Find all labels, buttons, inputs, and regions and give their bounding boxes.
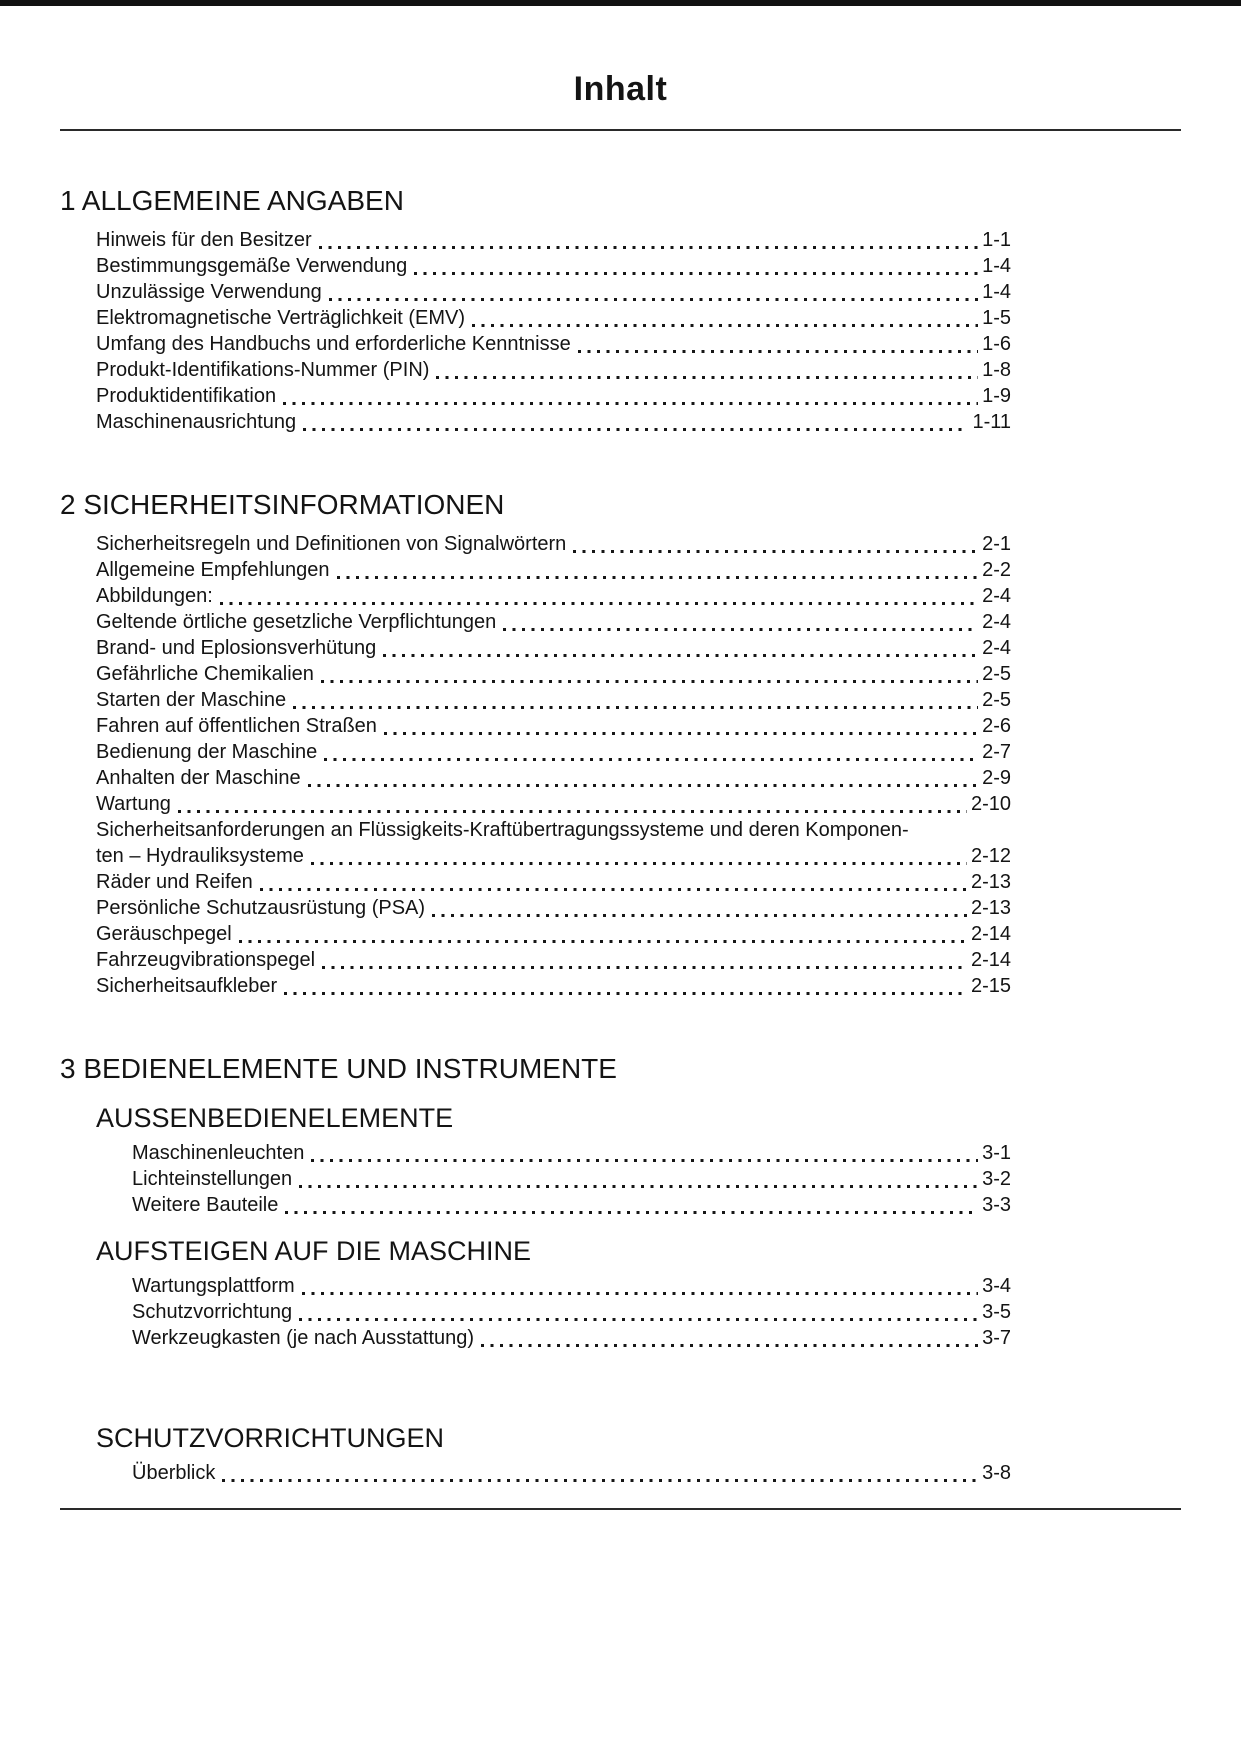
dot-leader [311, 1159, 978, 1162]
toc-entry-row [132, 1299, 1011, 1325]
toc-entry [96, 895, 1011, 921]
page-number: 2-10 [970, 793, 1011, 815]
page-number: 3-5 [982, 1301, 1011, 1323]
toc-entry-row [96, 331, 1011, 357]
toc-entry [96, 661, 1011, 687]
toc-entry-row [96, 383, 1011, 409]
toc-entry [96, 331, 1011, 357]
page-number: 2-14 [970, 923, 1011, 945]
dot-leader [220, 602, 978, 605]
toc-entry-label: Fahren auf öffentlichen Straßen [96, 715, 377, 737]
toc-entry-row [96, 973, 1011, 999]
dot-leader [311, 862, 967, 865]
toc-entry [96, 583, 1011, 609]
dot-leader [285, 1211, 978, 1214]
toc-entry-row [96, 227, 1011, 253]
dot-leader [260, 888, 967, 891]
toc-entry-label: Unzulässige Verwendung [96, 281, 322, 303]
toc-entry [132, 1140, 1011, 1166]
toc-entry-row [132, 1460, 1011, 1486]
toc-entry-row [96, 531, 1011, 557]
dot-leader [324, 758, 978, 761]
toc-entry [132, 1192, 1011, 1218]
toc-entry-row [96, 895, 1011, 921]
toc-entry-row [96, 739, 1011, 765]
toc-entry [96, 609, 1011, 635]
toc-entry [132, 1460, 1011, 1486]
dot-leader [283, 402, 978, 405]
header-rule [60, 129, 1181, 131]
page-number: 2-4 [982, 637, 1011, 659]
toc-entry-label: Lichteinstellungen [132, 1168, 293, 1190]
toc-entry-row [96, 765, 1011, 791]
section-heading: 2 SICHERHEITSINFORMATIONEN [60, 489, 505, 520]
toc-entry [96, 557, 1011, 583]
toc-entry-label: Weitere Bauteile [132, 1194, 279, 1216]
subsection-heading: AUSSENBEDIENELEMENTE [96, 1103, 454, 1133]
toc-entry-row [96, 279, 1011, 305]
page-number: 1-4 [982, 281, 1011, 303]
toc-entry-label: Produktidentifikation [96, 385, 277, 407]
toc-entry-label: Sicherheitsaufkleber [96, 975, 278, 997]
toc-entry-label: Anhalten der Maschine [96, 767, 301, 789]
toc-entry-row [132, 1192, 1011, 1218]
toc-entry-row [96, 843, 1011, 869]
dot-leader [299, 1185, 978, 1188]
toc-entry [96, 227, 1011, 253]
toc-entry-label: Gefährliche Chemikalien [96, 663, 314, 685]
toc-entry [96, 817, 1011, 869]
page-number: 3-3 [982, 1194, 1011, 1216]
toc-entry [96, 687, 1011, 713]
page-number: 2-15 [970, 975, 1011, 997]
toc-entry-label: Maschinenleuchten [132, 1142, 305, 1164]
dot-leader [384, 732, 978, 735]
toc-entry-label: Umfang des Handbuchs und erforderliche Kenntnisse [96, 333, 571, 355]
toc-entry-row [96, 713, 1011, 739]
page-title: Inhalt [573, 70, 668, 108]
dot-leader [299, 1318, 978, 1321]
toc-section [60, 489, 1011, 999]
toc-entry-row [96, 687, 1011, 713]
toc-entry-label: Abbildungen: [96, 585, 213, 607]
page-number: 3-7 [982, 1327, 1011, 1349]
page-number: 2-13 [970, 871, 1011, 893]
dot-leader [222, 1479, 978, 1482]
dot-leader [432, 914, 967, 917]
toc-entry-label: Wartung [96, 793, 171, 815]
toc-entry [96, 383, 1011, 409]
toc-entry-row [96, 869, 1011, 895]
page-number: 1-5 [982, 307, 1011, 329]
page-number: 2-9 [982, 767, 1011, 789]
dot-leader [337, 576, 979, 579]
toc-entry-row [96, 357, 1011, 383]
page-number: 3-2 [982, 1168, 1011, 1190]
page-number: 1-11 [972, 411, 1011, 433]
dot-leader [319, 246, 978, 249]
dot-leader [293, 706, 978, 709]
section-heading: 1 ALLGEMEINE ANGABEN [60, 185, 404, 216]
toc-entry-label: Allgemeine Empfehlungen [96, 559, 330, 581]
toc-entry-label: Starten der Maschine [96, 689, 287, 711]
dot-leader [308, 784, 979, 787]
toc-entry-row [96, 557, 1011, 583]
toc-entry-label: Bestimmungsgemäße Verwendung [96, 255, 408, 277]
toc-entry-label: Fahrzeugvibrationspegel [96, 949, 316, 971]
page-number: 1-4 [982, 255, 1011, 277]
page-number: 2-4 [982, 585, 1011, 607]
footer-rule [60, 1508, 1181, 1510]
toc-entry-row [96, 583, 1011, 609]
toc-entry-row [132, 1273, 1011, 1299]
page-number: 1-6 [982, 333, 1011, 355]
toc-entry-label: Räder und Reifen [96, 871, 253, 893]
subsection-heading: SCHUTZVORRICHTUNGEN [96, 1423, 444, 1453]
toc-entry [132, 1166, 1011, 1192]
page-number: 2-2 [982, 559, 1011, 581]
page-number: 3-8 [982, 1462, 1011, 1484]
page-number: 2-13 [970, 897, 1011, 919]
toc-entry [96, 279, 1011, 305]
toc-entry-label: Brand- und Eplosionsverhütung [96, 637, 377, 659]
toc-entry [96, 713, 1011, 739]
toc-entry [96, 305, 1011, 331]
dot-leader [481, 1344, 978, 1347]
toc-entry-label: Elektromagnetische Verträglichkeit (EMV) [96, 307, 466, 329]
toc-entry-row [96, 609, 1011, 635]
page-number: 2-5 [982, 663, 1011, 685]
dot-leader [321, 680, 978, 683]
toc-entry-label: Produkt-Identifikations-Nummer (PIN) [96, 359, 430, 381]
toc-entry-row [96, 921, 1011, 947]
toc-entry [96, 973, 1011, 999]
page-number: 2-1 [982, 533, 1011, 555]
toc-entry-label: Maschinenausrichtung [96, 411, 297, 433]
toc-section [60, 185, 1011, 435]
toc-entry-row [132, 1325, 1011, 1351]
page-number: 2-6 [982, 715, 1011, 737]
toc-entry-label: Hinweis für den Besitzer [96, 229, 312, 251]
page-number: 1-9 [982, 385, 1011, 407]
dot-leader [573, 550, 978, 553]
toc-entry-label: Sicherheitsregeln und Definitionen von Signalwörtern [96, 533, 567, 555]
dot-leader [322, 966, 967, 969]
toc-entry-label: Wartungsplattform [132, 1275, 295, 1297]
toc-entry [96, 739, 1011, 765]
toc-entry [96, 409, 1011, 435]
page-number: 1-8 [982, 359, 1011, 381]
toc-entry [96, 635, 1011, 661]
page-number: 3-1 [982, 1142, 1011, 1164]
dot-leader [414, 272, 978, 275]
toc-entry [96, 357, 1011, 383]
page-number: 2-14 [970, 949, 1011, 971]
toc-entry-row [96, 409, 1011, 435]
toc-entry-label: Geräuschpegel [96, 923, 232, 945]
subsection-heading: AUFSTEIGEN AUF DIE MASCHINE [96, 1236, 532, 1266]
toc-entry-row [132, 1166, 1011, 1192]
dot-leader [578, 350, 978, 353]
toc-entry [96, 531, 1011, 557]
dot-leader [302, 1292, 978, 1295]
dot-leader [436, 376, 978, 379]
toc-entry-label: Werkzeugkasten (je nach Ausstattung) [132, 1327, 475, 1349]
toc-entry-label: ten – Hydrauliksysteme [96, 845, 304, 867]
toc-entry [96, 791, 1011, 817]
toc-entry-line: Sicherheitsanforderungen an Flüssigkeits-Kraftübertragungssysteme und deren Komponen- [96, 819, 909, 841]
toc-entry-row [96, 661, 1011, 687]
toc-entry-row [96, 253, 1011, 279]
page-number: 2-5 [982, 689, 1011, 711]
dot-leader [503, 628, 978, 631]
toc-entry [132, 1273, 1011, 1299]
dot-leader [303, 428, 968, 431]
dot-leader [239, 940, 967, 943]
dot-leader [329, 298, 978, 301]
toc-entry [96, 947, 1011, 973]
toc-entry [96, 765, 1011, 791]
toc-entry-label: Geltende örtliche gesetzliche Verpflichtungen [96, 611, 497, 633]
toc-entry-label: Persönliche Schutzausrüstung (PSA) [96, 897, 426, 919]
dot-leader [383, 654, 978, 657]
toc-entry-row [96, 947, 1011, 973]
toc-entry-row [132, 1140, 1011, 1166]
toc-entry-row [96, 791, 1011, 817]
page-number: 2-4 [982, 611, 1011, 633]
page-number: 3-4 [982, 1275, 1011, 1297]
toc-entry-row [96, 635, 1011, 661]
section-heading: 3 BEDIENELEMENTE UND INSTRUMENTE [60, 1053, 617, 1084]
toc-entry-label: Schutzvorrichtung [132, 1301, 293, 1323]
toc-entry [132, 1325, 1011, 1351]
dot-leader [284, 992, 967, 995]
toc-entry [96, 253, 1011, 279]
dot-leader [178, 810, 967, 813]
toc-entry-row [96, 305, 1011, 331]
scan-edge [0, 0, 1241, 6]
dot-leader [472, 324, 978, 327]
toc-entry [96, 921, 1011, 947]
toc-entry-label: Bedienung der Maschine [96, 741, 318, 763]
page-number: 2-7 [982, 741, 1011, 763]
toc-section [60, 1053, 1011, 1486]
toc-entry [96, 869, 1011, 895]
page-number: 1-1 [982, 229, 1011, 251]
toc-entry [132, 1299, 1011, 1325]
toc-entry-label: Überblick [132, 1462, 216, 1484]
table-of-contents [60, 185, 1181, 1486]
page-number: 2-12 [970, 845, 1011, 867]
